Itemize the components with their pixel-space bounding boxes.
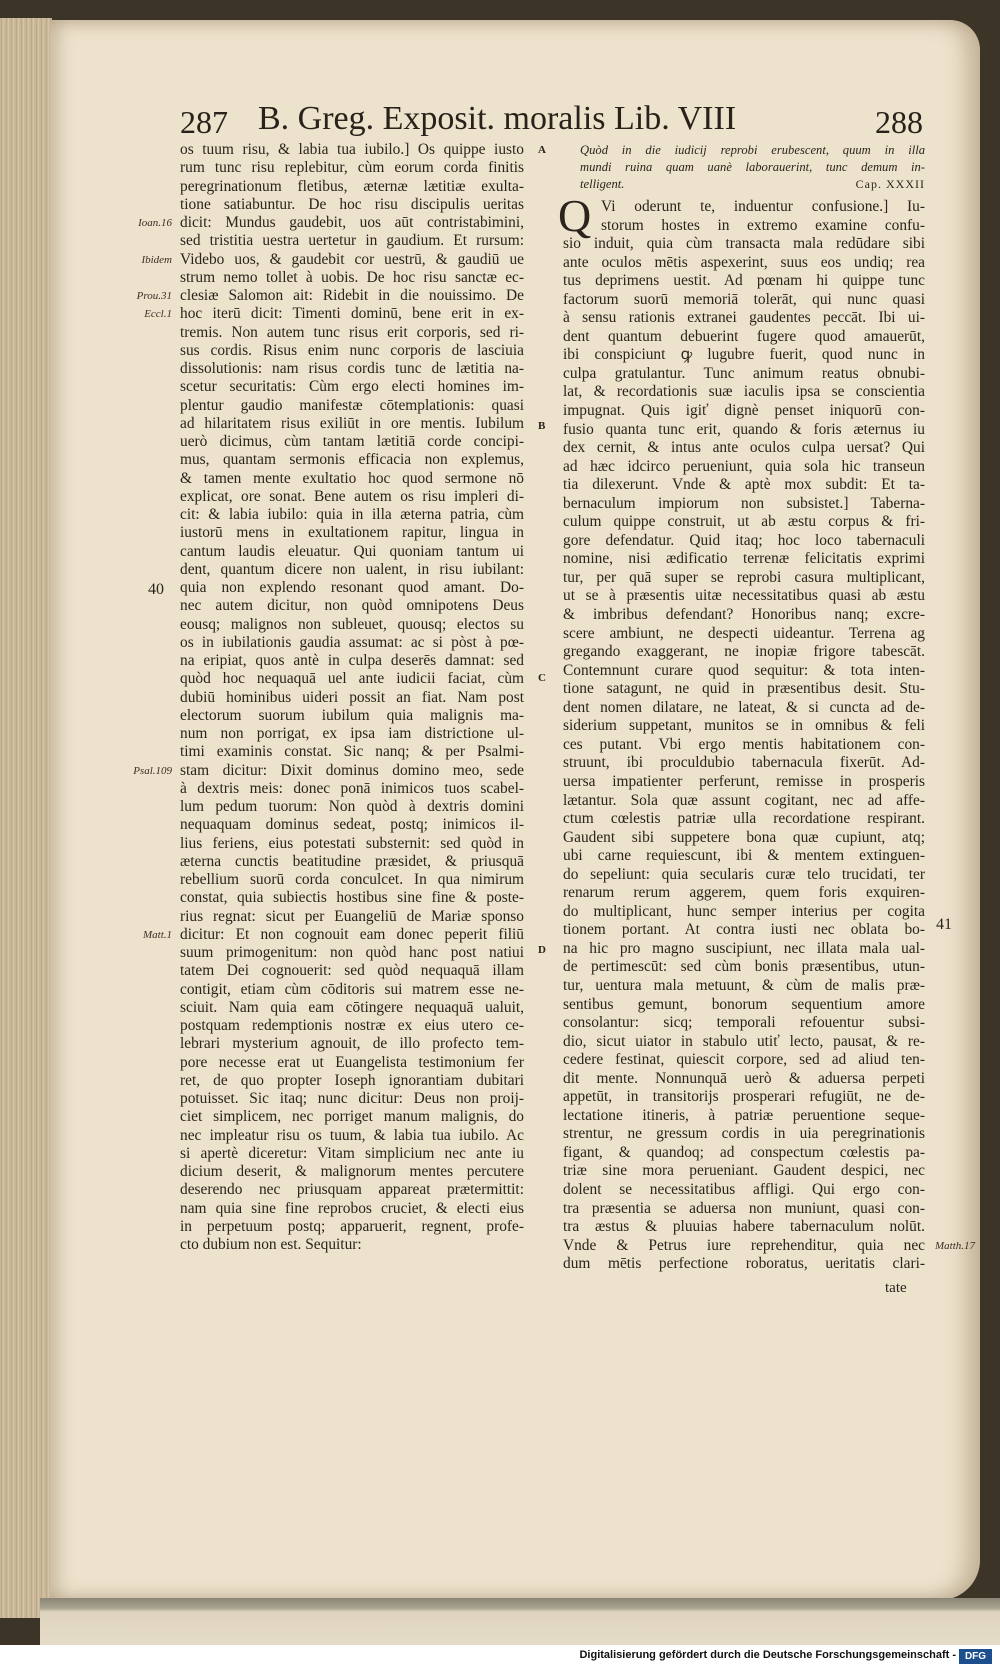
line-text: lectatione itineris, à patriæ peruentione seque- (563, 1106, 925, 1124)
line-text: Gaudent sibi suppetere bona quæ cupiunt, atq; (563, 828, 925, 846)
text-line (180, 889, 524, 907)
line-text: postquam redemptionis nostræ ex eius utero ce- (180, 1017, 524, 1034)
text-line (563, 1162, 925, 1181)
text-line (563, 198, 925, 217)
text-line (563, 606, 925, 625)
line-text: figant, & quandoq; ad conspectum cœlestis pa- (563, 1143, 925, 1161)
margin-note: Ibidem (141, 253, 172, 266)
section-letter-b: B (538, 420, 546, 432)
line-text: dubiū hominibus uideri possit an fiat. Nam post (180, 688, 524, 706)
line-text: nequaquam dominus sedeat, postq; inimicos il- (180, 816, 524, 834)
text-line (180, 141, 524, 159)
line-text: tatem Dei cognouerit: sed quòd nequaquā illam (180, 962, 524, 980)
text-line (563, 309, 925, 328)
text-line (563, 977, 925, 996)
heading-line: mundi ruina quam uanè laborauerint, tunc demum in- (580, 160, 925, 174)
margin-note: Prou.31 (136, 290, 172, 302)
line-text: lum pedum tuorum: Non quòd à dextris domini (180, 798, 524, 815)
line-text: dicium deserit, & malignorum mentes percutere (180, 1163, 524, 1180)
text-line (563, 513, 925, 532)
text-line (180, 342, 524, 360)
text-line (563, 1033, 925, 1052)
text-line (180, 543, 524, 561)
text-line (180, 1163, 524, 1181)
text-line (144, 305, 524, 323)
text-line (563, 884, 925, 903)
margin-note: Matt.1 (142, 928, 172, 941)
line-text: ctum cœlestis patriæ ulla recordatione respirant. (563, 810, 925, 828)
text-line (563, 643, 925, 662)
text-line (563, 421, 925, 440)
text-line (563, 365, 925, 384)
text-line (133, 761, 524, 780)
line-text: deserendo nec priusquam appareat prætermittit: (180, 1181, 524, 1199)
text-line (180, 1127, 524, 1145)
line-text: electorum suorum iubilum quia malignis ma- (180, 706, 524, 724)
text-line (142, 925, 524, 944)
text-line (180, 616, 524, 634)
text-line (180, 360, 524, 378)
text-line (141, 250, 524, 269)
text-line (180, 1181, 524, 1199)
line-text: ut se à præsentis uitæ necessitatibus quasi ab æstu (563, 587, 925, 605)
line-text: tremis. Non autem tunc risus erit corporis, sed ri- (180, 323, 524, 341)
text-line (563, 476, 925, 495)
text-line (180, 1218, 524, 1236)
text-line (180, 1090, 524, 1108)
line-text: factorum suorū memoriā tolerāt, qui nunc quasi (563, 290, 925, 308)
line-text: eousq; malignos non subleuet, quousq; electos su (180, 615, 524, 633)
text-line (180, 397, 524, 415)
line-text: si apertè diceretur: Vitam simplicium nec ante iu (180, 1144, 524, 1162)
text-line (180, 579, 524, 597)
running-title: B. Greg. Exposit. moralis Lib. VIII (258, 100, 737, 137)
line-text: rius regnat: sicut per Euangeliū de Mariæ sponso (180, 907, 524, 925)
line-text: dolent se necessitatibus affligi. Qui ergo con- (563, 1180, 925, 1198)
line-text: sciuit. Nam quia eam cōtingere nequaquā ualuit, (180, 998, 524, 1016)
line-text: dent quantum debuerint fugere quod amauerūt, (563, 327, 925, 345)
text-line (180, 707, 524, 725)
text-line (180, 1200, 524, 1218)
line-text: sus cordis. Risus enim nunc corporis de lasciuia (180, 341, 524, 359)
heading-line: Quòd in die iudicij reprobi erubescent, quum in illa (580, 143, 925, 157)
text-line (563, 383, 925, 402)
text-line (563, 1107, 925, 1126)
line-text: nec autem dicitur, non quòd omnipotens Deus (180, 597, 524, 615)
chapter-number: Cap. XXXII (855, 177, 925, 191)
line-text: stam dicitur: Dixit dominus domino meo, sede (180, 761, 524, 779)
line-text: lebrari mysterium agnouit, de illo profecto tem- (180, 1035, 524, 1053)
line-text: dissolutionis: nam risus cordis tunc de lætitia na- (180, 360, 524, 377)
chapter-heading (580, 142, 925, 193)
text-line (180, 488, 524, 506)
line-text: ubi carne requiescunt, ibi & mentem extinguen- (563, 847, 925, 865)
line-text: potuisset. Sic itaq; nunc dicitur: Deus non proij- (180, 1090, 524, 1107)
line-text: ces putant. Vbi ergo mentis habitationem con- (563, 735, 925, 753)
line-text: explicat, ore sonat. Bene autem os risu impleri di- (180, 487, 524, 505)
line-text: gore defendatur. Quid itaq; hoc loco tabernaculi (563, 531, 925, 549)
line-text: dex cernit, & intus ante oculos culpa uersat? Qui (563, 439, 925, 457)
line-text: plentur gaudio manifestæ cōtemplationis: quasi (180, 396, 524, 414)
folio-mark-right: 41 (936, 916, 952, 933)
line-text: scetur securitatis: Cùm ergo electi homines im- (180, 378, 524, 396)
text-line (563, 625, 925, 644)
margin-note: Eccl.1 (144, 308, 172, 321)
line-text: nec impleatur risu os tuum, & labia tua iubilo. Ac (180, 1126, 524, 1144)
line-text: bernaculum impiorum non subsistet.] Taberna- (563, 494, 925, 512)
line-text: suum primogenitum: non quòd hanc post natiui (180, 944, 524, 961)
text-line (180, 597, 524, 615)
text-line (563, 346, 925, 365)
text-line (180, 269, 524, 287)
text-line (563, 829, 925, 848)
text-line (180, 470, 524, 488)
line-text: dum mētis perfectione roboratus, ueritatis clari- (563, 1255, 925, 1273)
line-text: mus, quantam sermonis efficacia non explemus, (180, 451, 524, 469)
text-line (180, 689, 524, 707)
heading-line: telligent. (580, 177, 625, 191)
catchword: tate (885, 1280, 907, 1296)
text-line (136, 287, 524, 305)
line-text: clesiæ Salomon ait: Ridebit in die nouissimo. De (180, 287, 524, 304)
page-number-right: 288 (875, 104, 923, 140)
text-line (563, 996, 925, 1015)
line-text: strentur, ne gressum cordis in uia peregrinationis (563, 1125, 925, 1143)
section-letter-c: C (538, 672, 546, 684)
line-text: ad hilaritatem risus exiliūt in ore mentis. Iubilum (180, 414, 524, 432)
line-text: dicitur: Et non cognouit eam donec peperit filiū (180, 925, 524, 943)
text-line (563, 495, 925, 514)
line-text: culpa gratulantur. Tunc animum reatus obnubi- (563, 364, 925, 382)
line-text: tus deprimens uestit. Ad pœnam hi quippe tunc (563, 272, 925, 290)
text-line (180, 725, 524, 743)
text-line (180, 999, 524, 1017)
line-text: hoc iterū dicit: Timenti dominū, bene erit in ex- (180, 305, 524, 323)
line-text: tione satiabuntur. De hoc risu discipulis ueritas (180, 195, 524, 213)
text-line (563, 847, 925, 866)
line-text: lat, & recordationis suæ iaculis ipsa se conscientia (563, 383, 925, 401)
text-line (180, 506, 524, 524)
line-text: ciet simplicem, nec porriget manum malignis, do (180, 1108, 524, 1126)
dfg-logo: DFG (959, 1649, 992, 1664)
line-text: os in iubilationis gaudia assumat: ac si pòst à pœ- (180, 633, 524, 651)
text-line (563, 921, 925, 940)
line-text: gregando exaggerant, ne inopiæ frigore tabescāt. (563, 643, 925, 661)
text-line (563, 792, 925, 811)
line-text: dicit: Mundus gaudebit, uos aūt contristabimini, (180, 214, 524, 231)
line-text: scere ambiunt, ne despecti uideantur. Terrena ag (563, 624, 925, 642)
text-line (563, 940, 925, 959)
text-line (563, 1181, 925, 1200)
text-line (180, 944, 524, 962)
line-text: pore necesse erat ut Euangelista testimonium fer (180, 1053, 524, 1071)
text-line (180, 1236, 524, 1254)
page-number-left: 287 (180, 104, 228, 140)
text-line (563, 754, 925, 773)
line-text: & imbribus defendant? Honoribus nanq; excre- (563, 606, 925, 624)
line-text: de pertimescūt: sed cùm bonis præsentibus, utun- (563, 958, 925, 976)
line-text: constat, quia subiectis hostibus sine fine & poste- (180, 889, 524, 907)
text-line (563, 1088, 925, 1107)
margin-note: Ioan.16 (138, 217, 172, 229)
line-text: tur, uentura mala metuunt, & cùm de malis præ- (563, 976, 925, 994)
line-text: cantum laudis eleuatur. Qui quoniam tantum ui (180, 542, 524, 560)
text-line (563, 254, 925, 273)
text-line (563, 1200, 925, 1219)
line-text: rum tunc risu replebitur, cùm eorum corda finitis (180, 159, 524, 177)
line-text: ret, de quo propter Ioseph ignorantiam dubitari (180, 1071, 524, 1089)
line-text: dent, quantum dicere non ualent, in risu iubilant: (180, 560, 524, 578)
text-line (563, 680, 925, 699)
line-text: à dextris meis: donec ponā inimicos tuos scabel- (180, 779, 524, 797)
line-text: quòd hoc nequaquā uel ante iudicii faciat, cùm (180, 670, 524, 688)
line-text: tur, per quā super se reprobi casura multiplicant, (563, 568, 925, 586)
line-text: ante oculos mētis aspexerint, suus eos undiq; rea (563, 253, 925, 271)
text-line (563, 328, 925, 347)
line-text: iustorū mens in exultationem rapitur, lingua in (180, 524, 524, 542)
text-line (138, 214, 524, 232)
line-text: dent nomen dilatare, ne lateat, & si cuncta ad de- (563, 698, 925, 716)
text-line (180, 1054, 524, 1072)
line-text: sed tristitia uestra uertetur in gaudium. Et rursum: (180, 232, 524, 250)
text-line (563, 903, 925, 922)
text-line (563, 958, 925, 977)
line-text: ad hæc idcirco perueniunt, quia sola hic transeun (563, 457, 925, 475)
text-line (180, 1145, 524, 1163)
line-text: uerò dicimus, cùm tantam lætitiā corde concipi- (180, 433, 524, 450)
text-line (180, 634, 524, 652)
text-line (563, 866, 925, 885)
text-line (563, 1255, 925, 1274)
book-bottom-edge (40, 1598, 1000, 1645)
text-line (563, 439, 925, 458)
text-line (563, 217, 925, 236)
text-line (180, 1108, 524, 1126)
line-text: strum nemo tollet à uobis. De hoc risu sanctæ ec- (180, 268, 524, 286)
text-line (563, 717, 925, 736)
text-line (180, 780, 524, 798)
text-line (180, 981, 524, 999)
text-line (563, 1144, 925, 1163)
text-line (563, 662, 925, 681)
drop-cap: Q (558, 190, 592, 241)
text-line (563, 532, 925, 551)
text-line (180, 853, 524, 871)
text-line (180, 433, 524, 451)
line-text: Vnde & Petrus iure reprehenditur, quia nec (563, 1236, 925, 1254)
line-text: num non porrigat, ex ipsa iam districtione ul- (180, 725, 524, 742)
line-text: do sepeliunt: quia secularis curæ telo trucidati, ter (563, 865, 925, 883)
text-line (180, 908, 524, 926)
line-text: tionem portant. At contra iusti nec oblata bo- (563, 921, 925, 939)
margin-note: Psal.109 (133, 764, 172, 777)
text-line (563, 1051, 925, 1070)
line-text: rebellium suorū corda conculcet. In qua nimirum (180, 871, 524, 888)
line-text: à sensu rationis extranei gaudentes peccāt. Ibi ui- (563, 309, 925, 327)
line-text: sio induit, quia cùm transacta mala redūdare sibi (563, 235, 925, 253)
text-line (563, 587, 925, 606)
line-text: dit mente. Nonnunquā uerò & aduersa perpeti (563, 1069, 925, 1087)
folio-mark-left: 40 (148, 581, 164, 598)
section-letter-d: D (538, 944, 546, 956)
line-text: os tuum risu, & labia tua iubilo.] Os quippe iusto (180, 141, 524, 158)
text-line (563, 550, 925, 569)
text-line (180, 652, 524, 670)
line-text: siderium suppetant, munitos se in omnibus & feli (563, 717, 925, 735)
line-text: storum hostes in extremo examine confu- (601, 216, 925, 234)
text-line (180, 962, 524, 980)
line-text: fusio quanta tunc erit, quando & foris æternus iu (563, 420, 925, 438)
text-line (563, 736, 925, 755)
line-text: ibi conspiciunt ꝙ lugubre fuerit, quod nunc in (563, 346, 925, 364)
text-line (180, 1035, 524, 1053)
line-text: do multiplicant, hunc semper interius per cogita (563, 902, 925, 920)
text-line (180, 871, 524, 889)
line-text: contigit, etiam cùm cōditoris sui matrem esse ne- (180, 980, 524, 998)
text-line (180, 1072, 524, 1090)
line-text: in perpetuum postq; apparuerit, regnent, profe- (180, 1217, 524, 1235)
line-text: struunt, ibi proculdubio tabernacula fixerūt. Ad- (563, 754, 925, 772)
text-line (563, 1218, 925, 1237)
text-line (180, 798, 524, 816)
line-text: impugnat. Quis igiť dignè penset iniquorū con- (563, 402, 925, 420)
text-line (563, 569, 925, 588)
line-text: & tamen mente exultatio hoc quod sermone nō (180, 469, 524, 487)
text-line (563, 291, 925, 310)
text-line (180, 159, 524, 177)
line-text: cedere festinat, quiescit corpore, sed ad aliud ten- (563, 1051, 925, 1069)
line-text: culum quippe construit, ut ab æstu corpus & fri- (563, 513, 925, 531)
text-line (180, 561, 524, 579)
line-text: appetūt, in transitorijs prosperari refugiūt, ne de- (563, 1088, 925, 1106)
text-line (180, 196, 524, 214)
footer-credit: Digitalisierung gefördert durch die Deutsche Forschungsgemeinschaft - (579, 1649, 956, 1661)
text-line (563, 773, 925, 792)
text-line (180, 324, 524, 342)
line-text: peregrinationum fletibus, æternæ lætitiæ exulta- (180, 177, 524, 195)
line-text: cto dubium non est. Sequitur: (180, 1236, 362, 1253)
line-text: Contemnunt curare quod sequitur: & tota inten- (563, 661, 925, 679)
line-text: cit: & labia iubilo: quia in illa æterna patria, cùm (180, 506, 524, 523)
text-line (180, 816, 524, 834)
text-line (180, 378, 524, 396)
line-text: tia dilexerunt. Vnde & aptè mox subdit: Et ta- (563, 476, 925, 494)
text-line (563, 1070, 925, 1089)
line-text: consolantur: sicq; temporali refouentur subsi- (563, 1014, 925, 1032)
text-line (180, 232, 524, 250)
line-text: dio, sicut uiator in stabulo utiť lecto, pausat, & re- (563, 1032, 925, 1050)
text-line (180, 451, 524, 469)
line-text: nam quia sine fine reprobos cruciet, & electi eius (180, 1199, 524, 1217)
text-line (563, 699, 925, 718)
digitization-footer (0, 1645, 1000, 1669)
text-line (563, 235, 925, 254)
text-line (180, 178, 524, 196)
text-line (563, 810, 925, 829)
line-text: quia non explendo resonant quod amant. Do- (180, 579, 524, 596)
line-text: lius feriens, eius potestati substernit: sed quòd in (180, 834, 524, 852)
line-text: tra æstus & pluuias habere tabernaculum nolūt. (563, 1218, 925, 1236)
text-line (563, 402, 925, 421)
line-text: tione satagunt, ne quid in præsentibus desit. Stu- (563, 680, 925, 698)
text-line (180, 835, 524, 853)
page-edges (0, 18, 52, 1618)
text-line (563, 1125, 925, 1144)
line-text: na eripiat, quos antè in culpa deserēs damnat: sed (180, 652, 524, 669)
margin-note: Matth.17 (935, 1239, 976, 1252)
line-text: sentibus gemunt, bonorum sequentium amore (563, 995, 925, 1013)
line-text: Videbo uos, & gaudebit cor uestrū, & gaudiū ue (180, 250, 524, 268)
text-line (563, 1236, 976, 1256)
text-line (180, 524, 524, 542)
section-letter-a: A (538, 144, 546, 156)
line-text: uersa impatienter perferunt, remisse in prosperis (563, 772, 925, 790)
text-line (180, 415, 524, 433)
line-text: æterna cunctis beatitudine præsidet, & priusquā (180, 852, 524, 870)
line-text: tra præsentia se aduersa non muniunt, quasi con- (563, 1199, 925, 1217)
text-line (180, 743, 524, 761)
line-text: renarum rerum aggerem, quem foris exquiren- (563, 884, 925, 902)
text-line (563, 1014, 925, 1033)
line-text: na hic pro magno suscipiunt, nec illata mala ual- (563, 939, 925, 957)
line-text: triæ sine mora perueniant. Gaudent despici, nec (563, 1162, 925, 1180)
text-line (180, 1017, 524, 1035)
line-text: nomine, nisi ædificatio terrenæ felicitatis exprimi (563, 550, 925, 568)
text-line (563, 458, 925, 477)
line-text: lætantur. Sola quæ assunt cogitant, nec ad affe- (563, 791, 925, 809)
line-text: Vi oderunt te, induentur confusione.] Iu- (601, 198, 925, 215)
text-line (563, 272, 925, 291)
line-text: timi examinis constat. Sic nanq; & per Psalmi- (180, 743, 524, 761)
text-line (180, 670, 524, 688)
